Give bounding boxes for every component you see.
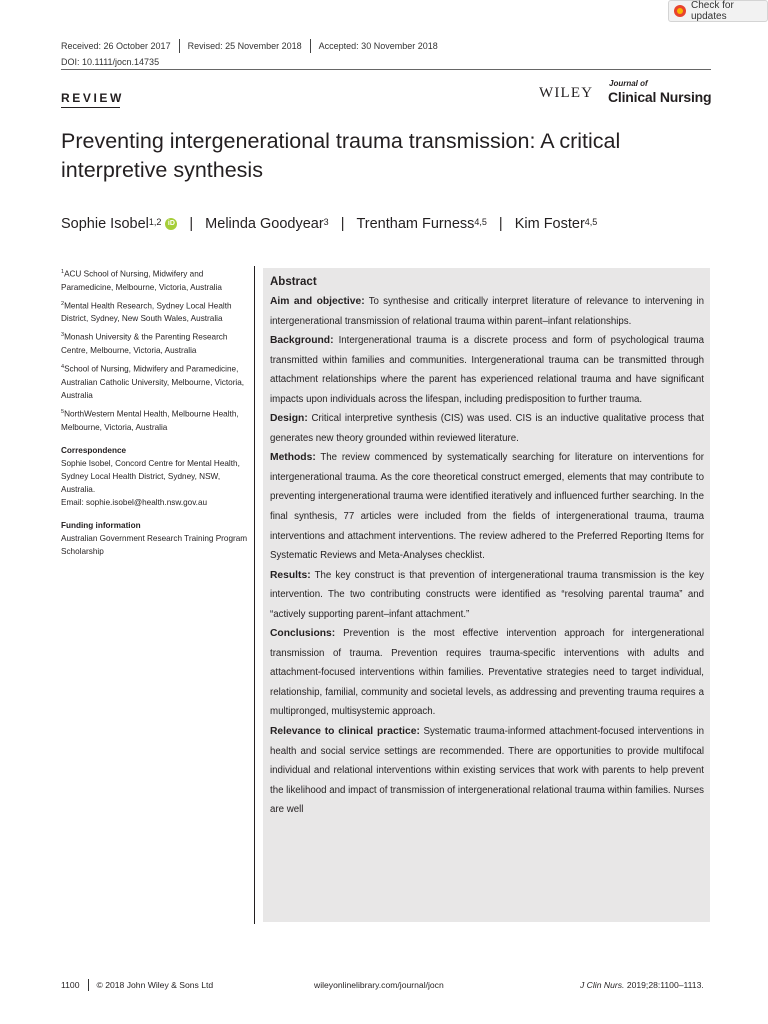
correspondence-email[interactable]: Email: sophie.isobel@health.nsw.gov.au bbox=[61, 497, 208, 507]
abstract-section bbox=[270, 409, 704, 448]
abstract-section bbox=[270, 722, 704, 820]
affiliation-number: 3 bbox=[61, 332, 65, 339]
author-separator: | bbox=[498, 216, 503, 232]
author-separator: | bbox=[340, 216, 345, 232]
journal-url[interactable]: wileyonlinelibrary.com/journal/jocn bbox=[314, 980, 444, 990]
section-underline bbox=[61, 107, 120, 108]
divider bbox=[310, 39, 311, 53]
author-affiliation-sup: 4,5 bbox=[474, 217, 487, 227]
abstract-section-label: Conclusions: bbox=[270, 628, 336, 640]
copyright: © 2018 John Wiley & Sons Ltd bbox=[96, 980, 214, 990]
affiliation bbox=[61, 266, 251, 294]
citation-details: 2019;28:1100–1113. bbox=[626, 980, 704, 990]
abstract-section-text: Prevention is the most effective intervention approach for intergenerational transmission of trauma. Prevention requires trauma-specific interventions with adults and attachment-focused interventions within families. Preventative strategies need to target individual, relationship, familial, community and societal levels, as addressing and preventing trauma requires a multipronged, multisystemic approach. bbox=[270, 628, 704, 718]
journal-name: Clinical Nursing bbox=[608, 89, 712, 105]
section-label: REVIEW bbox=[61, 91, 124, 105]
page-number: 1100 bbox=[61, 980, 80, 990]
author-affiliation-sup: 1,2 bbox=[148, 217, 162, 227]
abstract-section-label: Aim and objective: bbox=[270, 296, 365, 307]
abstract-section-text: To synthesise and critically interpret literature of relevance to intervening in intergenerational transmission of relational trauma within parent–infant relationships. bbox=[270, 296, 704, 327]
author-name[interactable]: Sophie Isobel bbox=[61, 216, 149, 232]
crossmark-icon bbox=[674, 5, 686, 17]
affiliation-text: School of Nursing, Midwifery and Paramedicine, Australian Catholic University, Melbourne, Victoria, Australia bbox=[61, 364, 245, 400]
funding-text: Australian Government Research Training Program Scholarship bbox=[61, 533, 248, 556]
divider bbox=[88, 979, 89, 991]
abstract-section-label: Methods: bbox=[270, 452, 316, 464]
abstract-section-text: The key construct is that prevention of intergenerational trauma transmission is the key intervention. The two contributing constructs were identified as “resolving parental trauma” and “actively supporting parent–infant attachment.” bbox=[270, 569, 704, 620]
abstract-section bbox=[270, 292, 704, 331]
abstract-section-label: Relevance to clinical practice: bbox=[270, 726, 420, 738]
funding-heading: Funding information bbox=[61, 520, 141, 530]
abstract-section bbox=[270, 624, 704, 722]
revised-date: Revised: 25 November 2018 bbox=[187, 41, 302, 51]
affiliation bbox=[61, 361, 251, 402]
affiliation bbox=[61, 298, 251, 326]
affiliation-text: Monash University & the Parenting Research Centre, Melbourne, Victoria, Australia bbox=[61, 333, 228, 356]
correspondence-heading: Correspondence bbox=[61, 445, 127, 455]
received-date: Received: 26 October 2017 bbox=[61, 41, 171, 51]
author-name[interactable]: Trentham Furness bbox=[356, 216, 475, 232]
affiliation bbox=[61, 406, 251, 434]
author-separator: | bbox=[189, 216, 194, 232]
author-affiliation-sup: 4,5 bbox=[584, 217, 598, 227]
abstract-section-text: Systematic trauma-informed attachment-focused interventions in health and social service settings are recommended. There are opportunities to provide multifocal individual and relational interventions within existing services that work with parents to help prevent the likelihood and impact of transmission of intergenerational relational trauma within families. Nurses are well bbox=[270, 726, 704, 816]
abstract-section-label: Results: bbox=[270, 569, 311, 581]
abstract-section-text: Intergenerational trauma is a discrete process and form of psychological trauma transmitted within families and communities. Intergenerational trauma can be transmitted through attachment relationships where the parent has experienced relational trauma and have significant impacts upon individuals across the lifespan, including predisposition to further trauma. bbox=[270, 335, 704, 405]
abstract-section bbox=[270, 448, 704, 565]
affiliation-number: 1 bbox=[61, 269, 65, 275]
affiliation-text: Mental Health Research, Sydney Local Health District, Sydney, New South Wales, Australia bbox=[61, 301, 232, 324]
affiliations-column bbox=[61, 266, 251, 558]
abstract-section-text: The review commenced by systematically searching for literature on interventions for intergenerational trauma. As the core theoretical construct emerged, elements that may contribute to preventing intergenerational trauma were identified iteratively and influenced further searching. In the final synthesis, 77 articles were included from the fields of intergenerational trauma, trauma interventions and attachment interventions. The review adhered to the Preferred Reporting Items for Systematic Reviews and Meta-Analyses checklist. bbox=[270, 452, 704, 562]
article-dates bbox=[61, 39, 438, 53]
accepted-date: Accepted: 30 November 2018 bbox=[318, 41, 438, 51]
abstract-section-label: Design: bbox=[270, 413, 308, 425]
abstract-box bbox=[263, 268, 710, 922]
doi[interactable]: DOI: 10.1111/jocn.14735 bbox=[61, 57, 160, 67]
abstract-heading: Abstract bbox=[270, 276, 317, 288]
abstract-section-text: Critical interpretive synthesis (CIS) was used. CIS is an inductive qualitative process that generates new theory grounded within reviewed literature. bbox=[270, 413, 704, 444]
affiliation bbox=[61, 329, 251, 357]
abstract-section bbox=[270, 566, 704, 625]
abstract-section-label: Background: bbox=[270, 335, 334, 347]
affiliation-text: NorthWestern Mental Health, Melbourne Health, Melbourne, Victoria, Australia bbox=[61, 409, 239, 432]
check-for-updates-button[interactable] bbox=[668, 0, 768, 22]
abstract-section bbox=[270, 331, 704, 409]
affiliation-number: 4 bbox=[61, 364, 65, 371]
header-rule bbox=[61, 69, 711, 70]
author-name[interactable]: Melinda Goodyear bbox=[205, 216, 324, 232]
orcid-icon[interactable]: iD bbox=[165, 218, 177, 230]
divider bbox=[179, 39, 180, 53]
article-title: Preventing intergenerational trauma transmission: A critical interpretive synthesis bbox=[61, 129, 621, 182]
author-affiliation-sup: 3 bbox=[323, 217, 329, 227]
affiliation-number: 2 bbox=[61, 300, 65, 307]
correspondence-text: Sophie Isobel, Concord Centre for Mental Health, Sydney Local Health District, Sydney, NSW, Australia. bbox=[61, 458, 240, 494]
publisher-logo: WILEY bbox=[539, 85, 594, 101]
journal-abbreviation: J Clin Nurs. bbox=[580, 980, 625, 990]
journal-prefix: Journal of bbox=[609, 79, 648, 88]
footer-left bbox=[61, 979, 213, 991]
author-name[interactable]: Kim Foster bbox=[514, 216, 585, 232]
column-divider bbox=[254, 266, 255, 924]
affiliation-text: ACU School of Nursing, Midwifery and Paramedicine, Melbourne, Victoria, Australia bbox=[61, 269, 222, 292]
author-list bbox=[61, 216, 597, 232]
affiliation-number: 5 bbox=[61, 408, 65, 415]
check-for-updates-label: Check for updates bbox=[691, 0, 734, 22]
footer-citation bbox=[580, 980, 704, 990]
